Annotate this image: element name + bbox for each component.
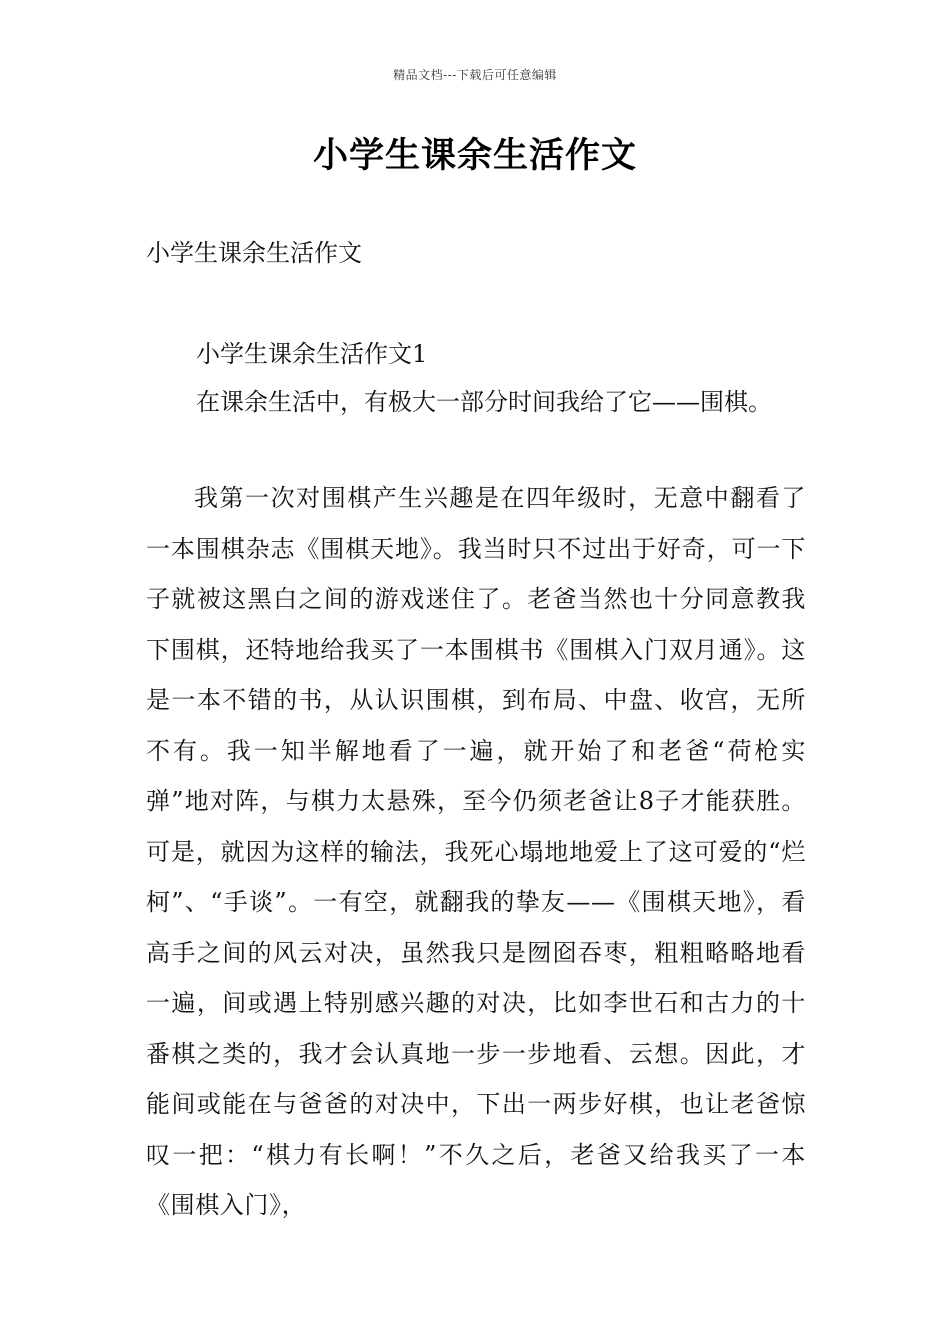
document-subtitle: 小学生课余生活作文 [146, 239, 362, 267]
essay-heading: 小学生课余生活作文1 [196, 340, 428, 368]
body-paragraph: 我第一次对围棋产生兴趣是在四年级时，无意中翻看了一本围棋杂志《围棋天地》。我当时只不过出于好奇，可一下子就被这黑白之间的游戏迷住了。老爸当然也十分同意教我下围棋，还特地给我买了一本围棋书《围棋入门双月通》。这是一本不错的书，从认识围棋，到布局、中盘、收宫，无所不有。我一知半解地看了一遍，就开始了和老爸“荷枪实弹”地对阵，与棋力太悬殊，至今仍须老爸让8子才能获胜。可是，就因为这样的输法，我死心塌地地爱上了这可爱的“烂柯”、“手谈”。一有空，就翻我的挚友——《围棋天地》，看高手之间的风云对决，虽然我只是囫囵吞枣，粗粗略略地看一遍，间或遇上特别感兴趣的对决，比如李世石和古力的十番棋之类的，我才会认真地一步一步地看、云想。因此，才能间或能在与爸爸的对决中，下出一两步好棋，也让老爸惊叹一把：“棋力有长啊！”不久之后，老爸又给我买了一本《围棋入门》， [146, 484, 806, 1219]
document-title: 小学生课余生活作文 [312, 135, 637, 176]
header-note: 精品文档---下载后可任意编辑 [393, 68, 557, 82]
intro-line: 在课余生活中，有极大一部分时间我给了它——围棋。 [196, 388, 772, 416]
